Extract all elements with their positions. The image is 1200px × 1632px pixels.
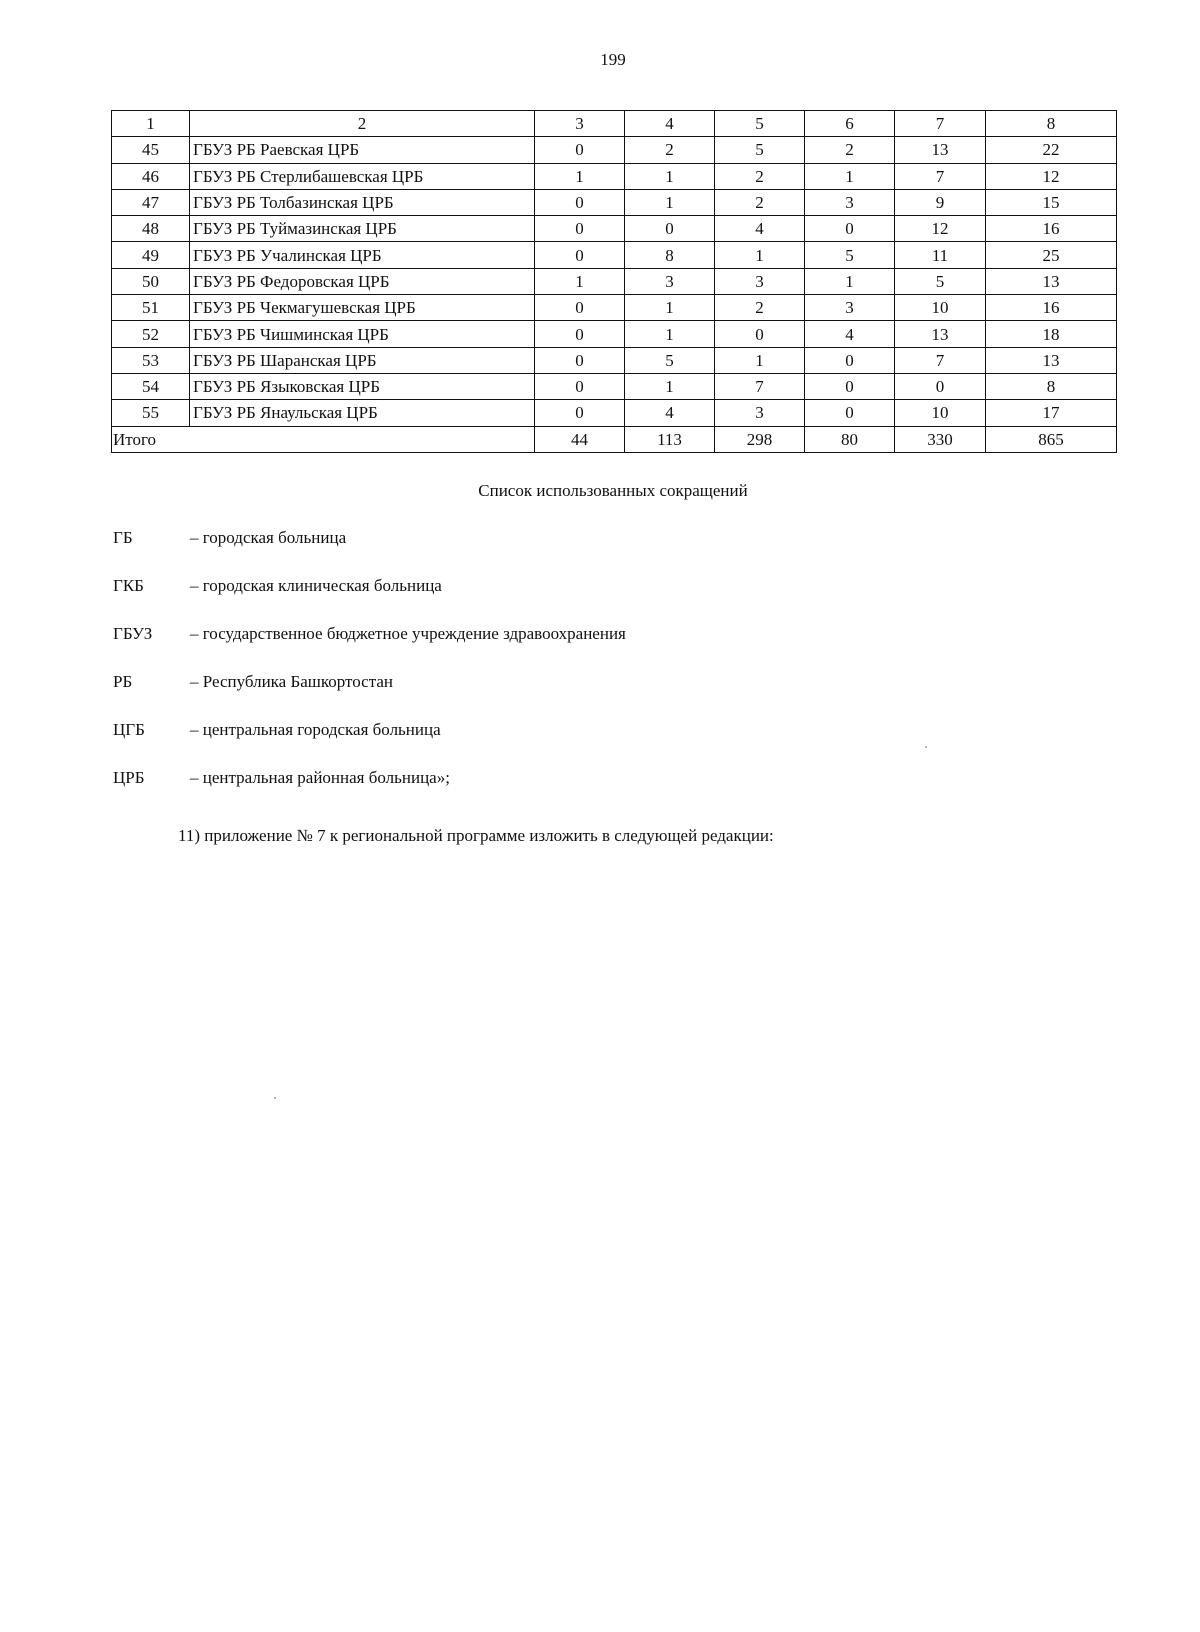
scan-speck (274, 1097, 276, 1099)
table-cell: 55 (112, 400, 190, 426)
table-cell: 5 (895, 268, 986, 294)
table-cell: 0 (805, 373, 895, 399)
table-cell: 13 (895, 137, 986, 163)
data-table (111, 110, 1117, 453)
table-cell: 52 (112, 321, 190, 347)
table-cell: 13 (895, 321, 986, 347)
abbreviation-term: ГБУЗ (113, 624, 153, 643)
table-cell: 12 (895, 216, 986, 242)
table-cell: 54 (112, 373, 190, 399)
table-cell: ГБУЗ РБ Раевская ЦРБ (190, 137, 535, 163)
table-cell: 53 (112, 347, 190, 373)
abbreviation-term: ГБ (113, 528, 133, 547)
table-row (112, 268, 1117, 294)
table-cell: 15 (986, 189, 1117, 215)
table-row (112, 189, 1117, 215)
abbreviation-definition: – городская больница (190, 528, 347, 547)
total-cell: 44 (535, 426, 625, 452)
table-cell: 0 (535, 189, 625, 215)
table-cell: 1 (625, 189, 715, 215)
scan-speck (925, 746, 927, 748)
final-paragraph: 11) приложение № 7 к региональной программе изложить в следующей редакции: (178, 826, 774, 845)
abbreviation-item (113, 720, 441, 740)
table-cell: 7 (715, 373, 805, 399)
abbreviation-definition: – Республика Башкортостан (190, 672, 393, 691)
table-cell: 4 (625, 400, 715, 426)
table-cell: 1 (625, 373, 715, 399)
table-cell: ГБУЗ РБ Стерлибашевская ЦРБ (190, 163, 535, 189)
table-cell: 50 (112, 268, 190, 294)
abbreviation-definition: – центральная районная больница»; (190, 768, 450, 787)
table-cell: ГБУЗ РБ Шаранская ЦРБ (190, 347, 535, 373)
table-row (112, 216, 1117, 242)
table-cell: 2 (715, 163, 805, 189)
abbreviation-term: РБ (113, 672, 133, 691)
table-cell: 7 (895, 163, 986, 189)
table-cell: 1 (805, 163, 895, 189)
table-cell: 3 (805, 189, 895, 215)
table-cell: 0 (535, 347, 625, 373)
table-cell: 3 (805, 295, 895, 321)
table-cell: 1 (535, 163, 625, 189)
table-cell: 0 (535, 400, 625, 426)
table-cell: 0 (805, 216, 895, 242)
table-cell: 12 (986, 163, 1117, 189)
page-number: 199 (600, 50, 626, 69)
table-row (112, 321, 1117, 347)
table-cell: 0 (535, 321, 625, 347)
table-cell: 17 (986, 400, 1117, 426)
table-cell: 10 (895, 295, 986, 321)
total-label: Итого (112, 426, 535, 452)
table-cell: 1 (625, 321, 715, 347)
table-cell: 1 (805, 268, 895, 294)
table-cell: 3 (715, 268, 805, 294)
table-total-row (112, 426, 1117, 452)
total-cell: 113 (625, 426, 715, 452)
table-cell: 0 (805, 400, 895, 426)
table-cell: 4 (715, 216, 805, 242)
table-cell: 4 (805, 321, 895, 347)
table-cell: ГБУЗ РБ Федоровская ЦРБ (190, 268, 535, 294)
abbreviation-item (113, 576, 442, 596)
table-cell: 8 (625, 242, 715, 268)
table-cell: 1 (625, 295, 715, 321)
table-cell: 2 (715, 295, 805, 321)
abbreviation-term: ЦРБ (113, 768, 145, 787)
abbreviation-term: ГКБ (113, 576, 144, 595)
table-cell: 9 (895, 189, 986, 215)
table-cell: 5 (625, 347, 715, 373)
table-cell: 2 (190, 111, 535, 137)
table-row (112, 400, 1117, 426)
table-cell: 25 (986, 242, 1117, 268)
table-row (112, 137, 1117, 163)
table-row (112, 347, 1117, 373)
table-cell: 5 (805, 242, 895, 268)
table-cell: 5 (715, 111, 805, 137)
table-cell: 18 (986, 321, 1117, 347)
table-cell: 2 (715, 189, 805, 215)
table-cell: 0 (625, 216, 715, 242)
table-row (112, 295, 1117, 321)
table-cell: ГБУЗ РБ Языковская ЦРБ (190, 373, 535, 399)
total-cell: 865 (986, 426, 1117, 452)
table-cell: 7 (895, 111, 986, 137)
table-cell: 7 (895, 347, 986, 373)
table-cell: 0 (535, 137, 625, 163)
total-cell: 298 (715, 426, 805, 452)
table-cell: 0 (535, 373, 625, 399)
abbreviation-item (113, 528, 346, 548)
table-cell: 13 (986, 268, 1117, 294)
table-cell: ГБУЗ РБ Янаульская ЦРБ (190, 400, 535, 426)
table-cell: 11 (895, 242, 986, 268)
table-cell: 2 (805, 137, 895, 163)
table-cell: 0 (535, 216, 625, 242)
table-cell: 4 (625, 111, 715, 137)
abbreviation-term: ЦГБ (113, 720, 145, 739)
table-cell: 6 (805, 111, 895, 137)
table-cell: 13 (986, 347, 1117, 373)
table-cell: 8 (986, 373, 1117, 399)
table-cell: 45 (112, 137, 190, 163)
table-cell: 8 (986, 111, 1117, 137)
table-cell: 51 (112, 295, 190, 321)
total-cell: 330 (895, 426, 986, 452)
table-cell: 10 (895, 400, 986, 426)
abbreviation-definition: – городская клиническая больница (190, 576, 442, 595)
abbreviation-item (113, 624, 626, 644)
table-row (112, 163, 1117, 189)
table-cell: 16 (986, 295, 1117, 321)
table-cell: 3 (535, 111, 625, 137)
table-cell: 22 (986, 137, 1117, 163)
table-header-row (112, 111, 1117, 137)
table-row (112, 373, 1117, 399)
table-cell: 1 (535, 268, 625, 294)
table-cell: 3 (715, 400, 805, 426)
abbreviations-heading: Список использованных сокращений (478, 481, 748, 500)
abbreviation-definition: – центральная городская больница (190, 720, 441, 739)
table-cell: 0 (535, 295, 625, 321)
abbreviation-definition: – государственное бюджетное учреждение здравоохранения (190, 624, 626, 643)
table-cell: ГБУЗ РБ Чишминская ЦРБ (190, 321, 535, 347)
table-cell: 47 (112, 189, 190, 215)
table-cell: 5 (715, 137, 805, 163)
table-cell: 16 (986, 216, 1117, 242)
table-cell: 46 (112, 163, 190, 189)
table-cell: 1 (715, 242, 805, 268)
table-cell: ГБУЗ РБ Чекмагушевская ЦРБ (190, 295, 535, 321)
table-cell: 0 (895, 373, 986, 399)
table-cell: ГБУЗ РБ Учалинская ЦРБ (190, 242, 535, 268)
table-cell: 1 (715, 347, 805, 373)
table-row (112, 242, 1117, 268)
table-cell: 48 (112, 216, 190, 242)
table-cell: 1 (625, 163, 715, 189)
table-cell: 0 (535, 242, 625, 268)
table-cell: 2 (625, 137, 715, 163)
table-cell: 49 (112, 242, 190, 268)
table-cell: 3 (625, 268, 715, 294)
table-cell: 0 (805, 347, 895, 373)
table-cell: 1 (112, 111, 190, 137)
total-cell: 80 (805, 426, 895, 452)
abbreviation-item (113, 672, 393, 692)
table-cell: 0 (715, 321, 805, 347)
table-cell: ГБУЗ РБ Толбазинская ЦРБ (190, 189, 535, 215)
table-cell: ГБУЗ РБ Туймазинская ЦРБ (190, 216, 535, 242)
abbreviation-item (113, 768, 450, 788)
